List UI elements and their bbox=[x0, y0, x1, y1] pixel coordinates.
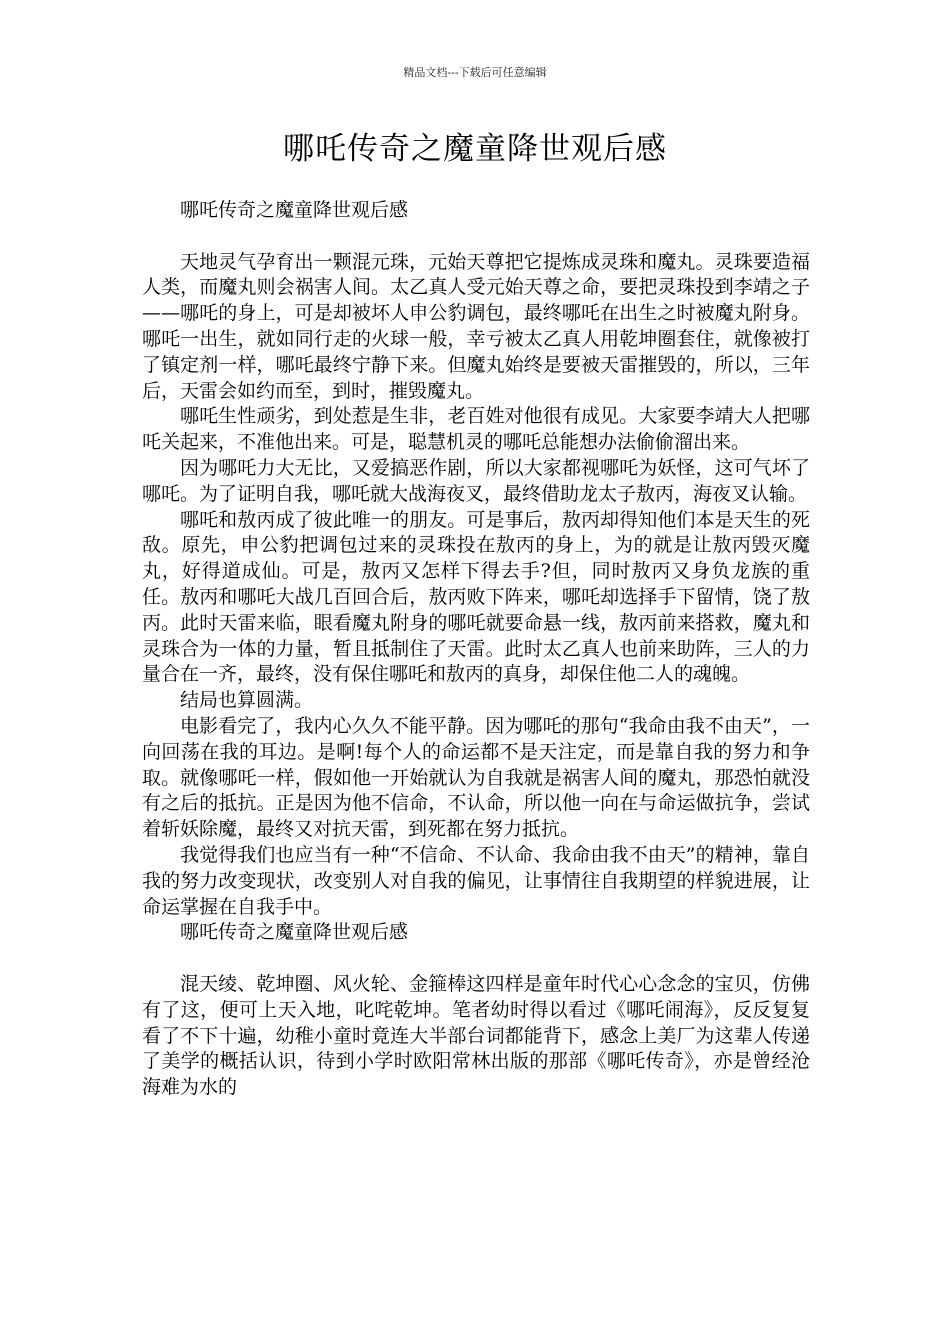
paragraph: 混天绫、乾坤圈、风火轮、金箍棒这四样是童年时代心心念念的宝贝，仿佛有了这，便可上天入地，叱咤乾坤。笔者幼时得以看过《哪吒闹海》，反反复复看了不下十遍，幼稚小童时竟连大半部台词都能背下，感念上美厂为这辈人传递了美学的概括认识，待到小学时欧阳常林出版的那部《哪吒传奇》，亦是曾经沧海难为水的 bbox=[142, 972, 810, 1099]
document-body bbox=[142, 198, 810, 1101]
paragraph: 哪吒和敖丙成了彼此唯一的朋友。可是事后，敖丙却得知他们本是天生的死敌。原先，申公豹把调包过来的灵珠投在敖丙的身上，为的就是让敖丙毁灭魔丸，好得道成仙。可是，敖丙又怎样下得去手?但，同时敖丙又身负龙族的重任。敖丙和哪吒大战几百回合后，敖丙败下阵来，哪吒却选择手下留情，饶了敖丙。此时天雷来临，眼看魔丸附身的哪吒就要命悬一线，敖丙前来搭救，魔丸和灵珠合为一体的力量，暂且抵制住了天雷。此时太乙真人也前来助阵，三人的力量合在一齐，最终，没有保住哪吒和敖丙的真身，却保住他二人的魂魄。 bbox=[142, 508, 810, 686]
paragraph: 电影看完了，我内心久久不能平静。因为哪吒的那句“我命由我不由天”，一向回荡在我的耳边。是啊!每个人的命运都不是天注定，而是靠自我的努力和争取。就像哪吒一样，假如他一开始就认为自我就是祸害人间的魔丸，那恐怕就没有之后的抵抗。正是因为他不信命，不认命，所以他一向在与命运做抗争，尝试着斩妖除魔，最终又对抗天雷，到死都在努力抵抗。 bbox=[142, 714, 810, 841]
document-subtitle-second: 哪吒传奇之魔童降世观后感 bbox=[180, 921, 409, 944]
paragraph: 结局也算圆满。 bbox=[180, 689, 314, 712]
paragraph: 天地灵气孕育出一颗混元珠，元始天尊把它提炼成灵珠和魔丸。灵珠要造福人类，而魔丸则会祸害人间。太乙真人受元始天尊之命，要把灵珠投到李靖之子——哪吒的身上，可是却被坏人申公豹调包，最终哪吒在出生之时被魔丸附身。哪吒一出生，就如同行走的火球一般，幸亏被太乙真人用乾坤圈套住，就像被打了镇定剂一样，哪吒最终宁静下来。但魔丸始终是要被天雷摧毁的，所以，三年后，天雷会如约而至，到时，摧毁魔丸。 bbox=[142, 250, 810, 402]
paragraph: 我觉得我们也应当有一种“不信命、不认命、我命由我不由天”的精神，靠自我的努力改变现状，改变别人对自我的偏见，让事情往自我期望的样貌进展，让命运掌握在自我手中。 bbox=[142, 843, 810, 918]
document-subtitle: 哪吒传奇之魔童降世观后感 bbox=[180, 199, 409, 221]
paragraph: 哪吒生性顽劣，到处惹是生非，老百姓对他很有成见。大家要李靖大人把哪吒关起来，不准他出来。可是，聪慧机灵的哪吒总能想办法偷偷溜出来。 bbox=[142, 405, 810, 454]
document-title: 哪吒传奇之魔童降世观后感 bbox=[283, 131, 667, 167]
paragraph: 因为哪吒力大无比，又爱搞恶作剧，所以大家都视哪吒为妖怪，这可气坏了哪吒。为了证明自我，哪吒就大战海夜叉，最终借助龙太子敖丙，海夜叉认输。 bbox=[142, 456, 810, 505]
page-header-note: 精品文档---下载后可任意编辑 bbox=[403, 66, 547, 79]
